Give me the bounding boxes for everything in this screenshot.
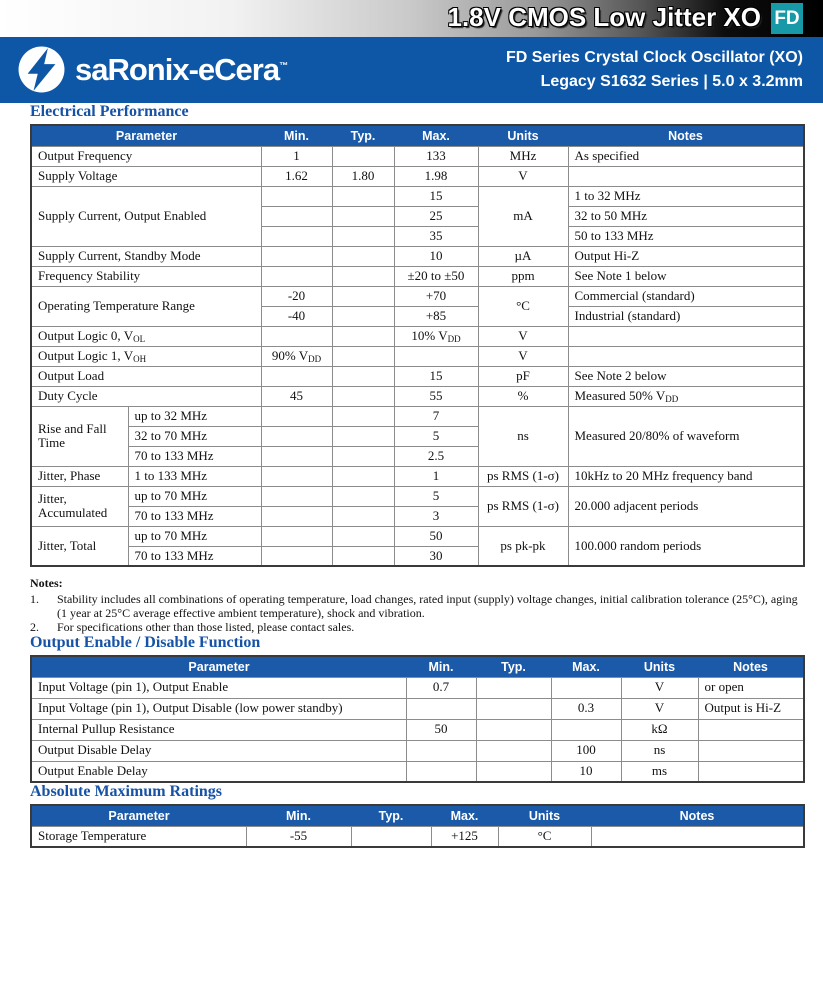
cell-parameter: Frequency Stability [31, 266, 261, 286]
cell-parameter: Duty Cycle [31, 386, 261, 406]
cell-value [261, 246, 332, 266]
table-row [31, 366, 804, 386]
cell-value [261, 466, 332, 486]
cell-value: µA [478, 246, 568, 266]
cell-value [261, 446, 332, 466]
table-row [31, 406, 804, 426]
cell-value: 90% $V_{DD}$ [261, 346, 332, 366]
cell-subparameter: up to 32 MHz [128, 406, 261, 426]
cell-value [406, 761, 476, 782]
cell-notes: 20.000 adjacent periods [568, 486, 804, 526]
cell-value: mA [478, 186, 568, 246]
cell-value [332, 526, 394, 546]
cell-value: 10% $V_{DD}$ [394, 326, 478, 346]
output-enable-disable-table [30, 655, 805, 783]
cell-value [476, 740, 551, 761]
column-header-notes: Notes [568, 125, 804, 146]
cell-value: V [478, 346, 568, 366]
column-header-typ: Typ. [351, 805, 431, 826]
cell-notes: 1 to 32 MHz [568, 186, 804, 206]
cell-value: V [478, 326, 568, 346]
cell-notes: Output is Hi-Z [698, 698, 804, 719]
cell-value [261, 426, 332, 446]
electrical-performance-table [30, 124, 805, 567]
cell-value [332, 546, 394, 566]
cell-value: 50 [406, 719, 476, 740]
cell-subparameter: 32 to 70 MHz [128, 426, 261, 446]
table-row [31, 166, 804, 186]
cell-parameter: Supply Current, Standby Mode [31, 246, 261, 266]
cell-value [332, 386, 394, 406]
notes-label: Notes: [30, 576, 63, 590]
cell-value [351, 826, 431, 847]
cell-value [261, 266, 332, 286]
table-row [31, 326, 804, 346]
cell-value [332, 146, 394, 166]
note-item [30, 620, 803, 634]
cell-notes: Industrial (standard) [568, 306, 804, 326]
cell-value [332, 286, 394, 306]
cell-value: V [478, 166, 568, 186]
cell-value [261, 186, 332, 206]
table-row [31, 486, 804, 506]
table-row [31, 266, 804, 286]
top-banner [0, 0, 823, 37]
cell-parameter: Input Voltage (pin 1), Output Enable [31, 677, 406, 698]
section-title-output-enable-disable: Output Enable / Disable Function [30, 634, 261, 651]
cell-value: % [478, 386, 568, 406]
cell-value: 7 [394, 406, 478, 426]
cell-parameter: Output Logic 0, $V_{OL}$ [31, 326, 261, 346]
note-item [30, 592, 803, 620]
cell-notes [568, 326, 804, 346]
cell-value: -20 [261, 286, 332, 306]
page-content [30, 103, 803, 848]
cell-value: 15 [394, 366, 478, 386]
cell-value [394, 346, 478, 366]
cell-value: ps RMS (1-σ) [478, 486, 568, 526]
table-row [31, 346, 804, 366]
brand-wordmark-text: saRonix-eCera [75, 51, 280, 87]
cell-parameter: Output Frequency [31, 146, 261, 166]
cell-parameter: Jitter, Total [31, 526, 128, 566]
cell-subparameter: up to 70 MHz [128, 486, 261, 506]
trademark-symbol: ™ [279, 60, 289, 71]
cell-value: 133 [394, 146, 478, 166]
cell-value: +125 [431, 826, 498, 847]
cell-value: °C [478, 286, 568, 326]
cell-value [332, 306, 394, 326]
table-row [31, 719, 804, 740]
cell-value: 45 [261, 386, 332, 406]
cell-parameter: Supply Voltage [31, 166, 261, 186]
cell-parameter: Jitter, Phase [31, 466, 128, 486]
cell-value [332, 446, 394, 466]
cell-value [476, 698, 551, 719]
cell-value [551, 719, 621, 740]
table-row [31, 698, 804, 719]
cell-notes: Measured 20/80% of waveform [568, 406, 804, 466]
product-title: 1.8V CMOS Low Jitter XO [447, 2, 761, 32]
cell-value [261, 506, 332, 526]
column-header-parameter: Parameter [31, 805, 246, 826]
cell-parameter: Output Disable Delay [31, 740, 406, 761]
cell-value: 0.7 [406, 677, 476, 698]
cell-notes [698, 740, 804, 761]
cell-notes [698, 761, 804, 782]
table-row [31, 146, 804, 166]
column-header-parameter: Parameter [31, 656, 406, 677]
section-title-absolute-maximum-ratings: Absolute Maximum Ratings [30, 783, 223, 800]
cell-notes: Output Hi-Z [568, 246, 804, 266]
product-series-block [506, 46, 803, 94]
note-number: 1. [30, 592, 39, 606]
cell-value: ns [478, 406, 568, 466]
cell-value: 55 [394, 386, 478, 406]
cell-parameter: Output Load [31, 366, 261, 386]
cell-value: ppm [478, 266, 568, 286]
cell-value: V [621, 698, 698, 719]
cell-notes: As specified [568, 146, 804, 166]
cell-value [332, 206, 394, 226]
note-text: For specifications other than those listed, please contact sales. [57, 620, 355, 634]
cell-notes: 50 to 133 MHz [568, 226, 804, 246]
cell-value [332, 426, 394, 446]
cell-value: ps pk-pk [478, 526, 568, 566]
table-row [31, 526, 804, 546]
cell-parameter: Jitter, Accumulated [31, 486, 128, 526]
cell-value [261, 406, 332, 426]
cell-value: 100 [551, 740, 621, 761]
cell-notes [568, 346, 804, 366]
cell-value: 10 [394, 246, 478, 266]
header-row [31, 125, 804, 146]
table-row [31, 761, 804, 782]
cell-notes [568, 166, 804, 186]
column-header-max: Max. [431, 805, 498, 826]
cell-value: 2.5 [394, 446, 478, 466]
cell-value: +85 [394, 306, 478, 326]
column-header-max: Max. [394, 125, 478, 146]
cell-subparameter: up to 70 MHz [128, 526, 261, 546]
cell-value [261, 366, 332, 386]
column-header-parameter: Parameter [31, 125, 261, 146]
cell-value: 5 [394, 426, 478, 446]
cell-subparameter: 1 to 133 MHz [128, 466, 261, 486]
cell-value: 5 [394, 486, 478, 506]
cell-value: °C [498, 826, 591, 847]
column-header-typ: Typ. [332, 125, 394, 146]
table-row [31, 246, 804, 266]
cell-value [332, 366, 394, 386]
table-row [31, 826, 804, 847]
cell-notes: 10kHz to 20 MHz frequency band [568, 466, 804, 486]
cell-value [261, 486, 332, 506]
cell-value: -40 [261, 306, 332, 326]
column-header-max: Max. [551, 656, 621, 677]
product-series-line2: Legacy S1632 Series | 5.0 x 3.2mm [540, 73, 803, 90]
cell-value [332, 266, 394, 286]
cell-value: MHz [478, 146, 568, 166]
table-row [31, 677, 804, 698]
cell-notes: or open [698, 677, 804, 698]
column-header-notes: Notes [698, 656, 804, 677]
logo [18, 46, 288, 93]
cell-value: 30 [394, 546, 478, 566]
cell-value [261, 326, 332, 346]
cell-parameter: Internal Pullup Resistance [31, 719, 406, 740]
cell-value: 10 [551, 761, 621, 782]
column-header-typ: Typ. [476, 656, 551, 677]
cell-value: V [621, 677, 698, 698]
cell-value [332, 186, 394, 206]
brand-banner [0, 37, 823, 103]
table-row [31, 740, 804, 761]
cell-value: +70 [394, 286, 478, 306]
cell-value [261, 226, 332, 246]
cell-value: 25 [394, 206, 478, 226]
column-header-units: Units [478, 125, 568, 146]
table-row [31, 186, 804, 206]
cell-value: 1.62 [261, 166, 332, 186]
cell-value [476, 677, 551, 698]
cell-value [551, 677, 621, 698]
cell-value [332, 326, 394, 346]
brand-wordmark [75, 52, 288, 88]
note-number: 2. [30, 620, 39, 634]
cell-subparameter: 70 to 133 MHz [128, 446, 261, 466]
cell-value: 0.3 [551, 698, 621, 719]
section-title-electrical-performance: Electrical Performance [30, 103, 189, 120]
cell-notes: 100.000 random periods [568, 526, 804, 566]
cell-value [406, 740, 476, 761]
cell-value: 1 [261, 146, 332, 166]
cell-parameter: Output Enable Delay [31, 761, 406, 782]
notes-section [30, 576, 803, 634]
table-row [31, 466, 804, 486]
column-header-min: Min. [246, 805, 351, 826]
cell-value: 1 [394, 466, 478, 486]
cell-value [261, 526, 332, 546]
cell-value [332, 486, 394, 506]
cell-value: 1.80 [332, 166, 394, 186]
cell-notes: Measured 50% $V_{DD}$ [568, 386, 804, 406]
cell-notes [698, 719, 804, 740]
cell-value: 35 [394, 226, 478, 246]
column-header-units: Units [621, 656, 698, 677]
cell-parameter: Input Voltage (pin 1), Output Disable (low power standby) [31, 698, 406, 719]
cell-value [406, 698, 476, 719]
cell-parameter: Output Logic 1, $V_{OH}$ [31, 346, 261, 366]
table-row [31, 386, 804, 406]
cell-value [476, 761, 551, 782]
lightning-bolt-icon [18, 46, 65, 93]
cell-value [332, 226, 394, 246]
column-header-units: Units [498, 805, 591, 826]
cell-notes [591, 826, 804, 847]
cell-value: 50 [394, 526, 478, 546]
cell-value [332, 246, 394, 266]
column-header-min: Min. [261, 125, 332, 146]
cell-value: ms [621, 761, 698, 782]
cell-value [332, 346, 394, 366]
cell-notes: See Note 2 below [568, 366, 804, 386]
cell-parameter: Storage Temperature [31, 826, 246, 847]
cell-notes: Commercial (standard) [568, 286, 804, 306]
cell-value [332, 466, 394, 486]
cell-parameter: Operating Temperature Range [31, 286, 261, 326]
cell-value: 15 [394, 186, 478, 206]
header-row [31, 656, 804, 677]
cell-value [332, 406, 394, 426]
cell-value [476, 719, 551, 740]
absolute-maximum-ratings-table [30, 804, 805, 848]
note-text: Stability includes all combinations of operating temperature, load changes, rated input (supply) voltage changes, initial calibration tolerance (25°C), aging (1 year at 25°C average effective ambient temperature), shock and vibration. [57, 592, 798, 620]
header-row [31, 805, 804, 826]
cell-value: ±20 to ±50 [394, 266, 478, 286]
cell-value: ps RMS (1-σ) [478, 466, 568, 486]
cell-value: ns [621, 740, 698, 761]
cell-value [261, 206, 332, 226]
cell-value [332, 506, 394, 526]
cell-value [261, 546, 332, 566]
product-series-line1: FD Series Crystal Clock Oscillator (XO) [506, 49, 803, 66]
cell-notes: 32 to 50 MHz [568, 206, 804, 226]
column-header-min: Min. [406, 656, 476, 677]
cell-parameter: Rise and Fall Time [31, 406, 128, 466]
cell-parameter: Supply Current, Output Enabled [31, 186, 261, 246]
column-header-notes: Notes [591, 805, 804, 826]
cell-value: pF [478, 366, 568, 386]
cell-subparameter: 70 to 133 MHz [128, 506, 261, 526]
cell-value: 1.98 [394, 166, 478, 186]
cell-notes: See Note 1 below [568, 266, 804, 286]
cell-subparameter: 70 to 133 MHz [128, 546, 261, 566]
table-row [31, 286, 804, 306]
cell-value: 3 [394, 506, 478, 526]
fd-badge: FD [771, 3, 803, 34]
cell-value: -55 [246, 826, 351, 847]
cell-value: kΩ [621, 719, 698, 740]
